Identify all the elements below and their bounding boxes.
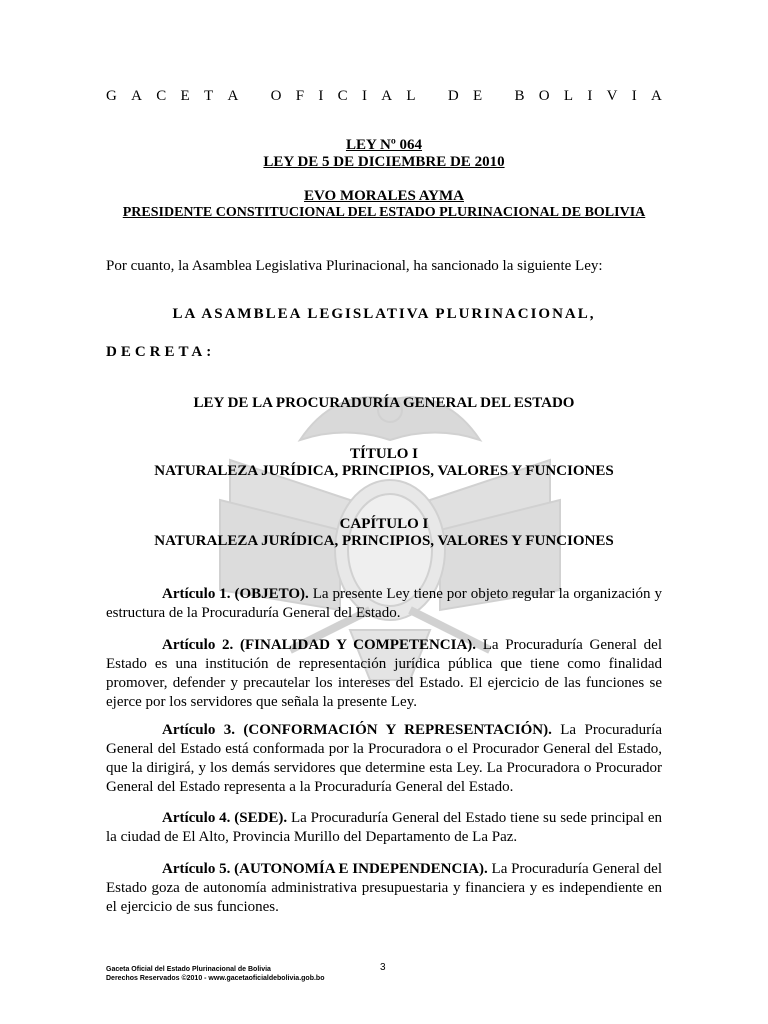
intro-text: Por cuanto, la Asamblea Legislativa Plurinacional, ha sancionado la siguiente Ley: xyxy=(106,258,603,274)
header-letter: T xyxy=(204,88,214,104)
header-letter: F xyxy=(295,88,305,104)
header-letter: A xyxy=(651,88,662,104)
header-letter: C xyxy=(156,88,167,104)
footer-line-2: Derechos Reservados ©2010 - www.gacetaoficialdebolivia.gob.bo xyxy=(106,975,325,982)
header-letter: G xyxy=(106,88,117,104)
header-letter: E xyxy=(472,88,483,104)
titulo-subtitle: NATURALEZA JURÍDICA, PRINCIPIOS, VALORES Y FUNCIONES xyxy=(154,463,614,479)
footer-line-1: Gaceta Oficial del Estado Plurinacional de Bolivia xyxy=(106,966,271,973)
capitulo-label: CAPÍTULO I xyxy=(339,516,429,532)
president-name: EVO MORALES AYMA xyxy=(304,188,464,204)
article-text: La Procuraduría General del Estado está conformada por la Procuradora o el Procurador General del Estado, que la dirigirá, y los demás servidores que determine esta Ley. La Procuradora o Procurador General del Estado representa a la Procuraduría General del Estado. xyxy=(106,722,662,795)
header-letter: B xyxy=(514,88,525,104)
ley-date: LEY DE 5 DE DICIEMBRE DE 2010 xyxy=(263,154,505,170)
header-letter: C xyxy=(337,88,348,104)
article-heading: Artículo 4. (SEDE). xyxy=(162,810,288,826)
header-letter: D xyxy=(447,88,459,104)
article-heading: Artículo 3. (CONFORMACIÓN Y REPRESENTACIÓN). xyxy=(162,722,552,738)
header-gap xyxy=(253,88,257,105)
header-letter: I xyxy=(361,88,367,104)
header-letter: O xyxy=(270,88,282,104)
header-letter: L xyxy=(406,88,416,104)
law-title: LEY DE LA PROCURADURÍA GENERAL DEL ESTADO xyxy=(193,395,575,411)
capitulo-subtitle: NATURALEZA JURÍDICA, PRINCIPIOS, VALORES Y FUNCIONES xyxy=(154,533,614,549)
article-text: La Procuraduría General del Estado es una institución de representación jurídica pública que tiene como finalidad promover, defender y precautelar los intereses del Estado. El ejercicio de las funciones se ejerce por los servidores que señala la presente Ley. xyxy=(106,637,662,710)
header-gap xyxy=(496,88,500,105)
article-text: La presente Ley tiene por objeto regular la organización y estructura de la Procuraduría General del Estado. xyxy=(106,586,663,621)
footer xyxy=(106,965,324,983)
header-letter: V xyxy=(606,88,618,104)
assembly-heading: LA ASAMBLEA LEGISLATIVA PLURINACIONAL, xyxy=(172,306,596,322)
article-text: La Procuraduría General del Estado goza de autonomía administrativa presupuestaria y financiera y es independiente en el ejercicio de sus funciones. xyxy=(106,861,662,915)
article-5 xyxy=(106,860,662,917)
article-heading: Artículo 1. (OBJETO). xyxy=(162,586,309,602)
article-1 xyxy=(106,585,662,623)
article-3 xyxy=(106,721,662,797)
titulo-label: TÍTULO I xyxy=(350,446,418,462)
ley-number: LEY Nº 064 xyxy=(345,137,423,153)
gazette-header xyxy=(106,88,662,105)
article-text: La Procuraduría General del Estado tiene su sede principal en la ciudad de El Alto, Provincia Murillo del Departamento de La Paz. xyxy=(106,810,662,845)
decreta-heading: DECRETA: xyxy=(106,344,216,360)
header-letter: A xyxy=(381,88,393,104)
header-letter: O xyxy=(538,88,550,104)
header-letter: A xyxy=(131,88,142,104)
header-letter: E xyxy=(180,88,190,104)
header-letter: L xyxy=(563,88,574,104)
article-heading: Artículo 2. (FINALIDAD Y COMPETENCIA). xyxy=(162,637,477,653)
header-gap xyxy=(430,88,434,105)
page-number: 3 xyxy=(380,962,386,973)
article-4 xyxy=(106,809,662,847)
header-letter: I xyxy=(631,88,637,104)
header-letter: A xyxy=(227,88,239,104)
header-letter: I xyxy=(318,88,324,104)
header-letter: I xyxy=(587,88,593,104)
article-2 xyxy=(106,636,662,712)
article-heading: Artículo 5. (AUTONOMÍA E INDEPENDENCIA). xyxy=(162,861,488,877)
president-title: PRESIDENTE CONSTITUCIONAL DEL ESTADO PLURINACIONAL DE BOLIVIA xyxy=(122,205,646,220)
